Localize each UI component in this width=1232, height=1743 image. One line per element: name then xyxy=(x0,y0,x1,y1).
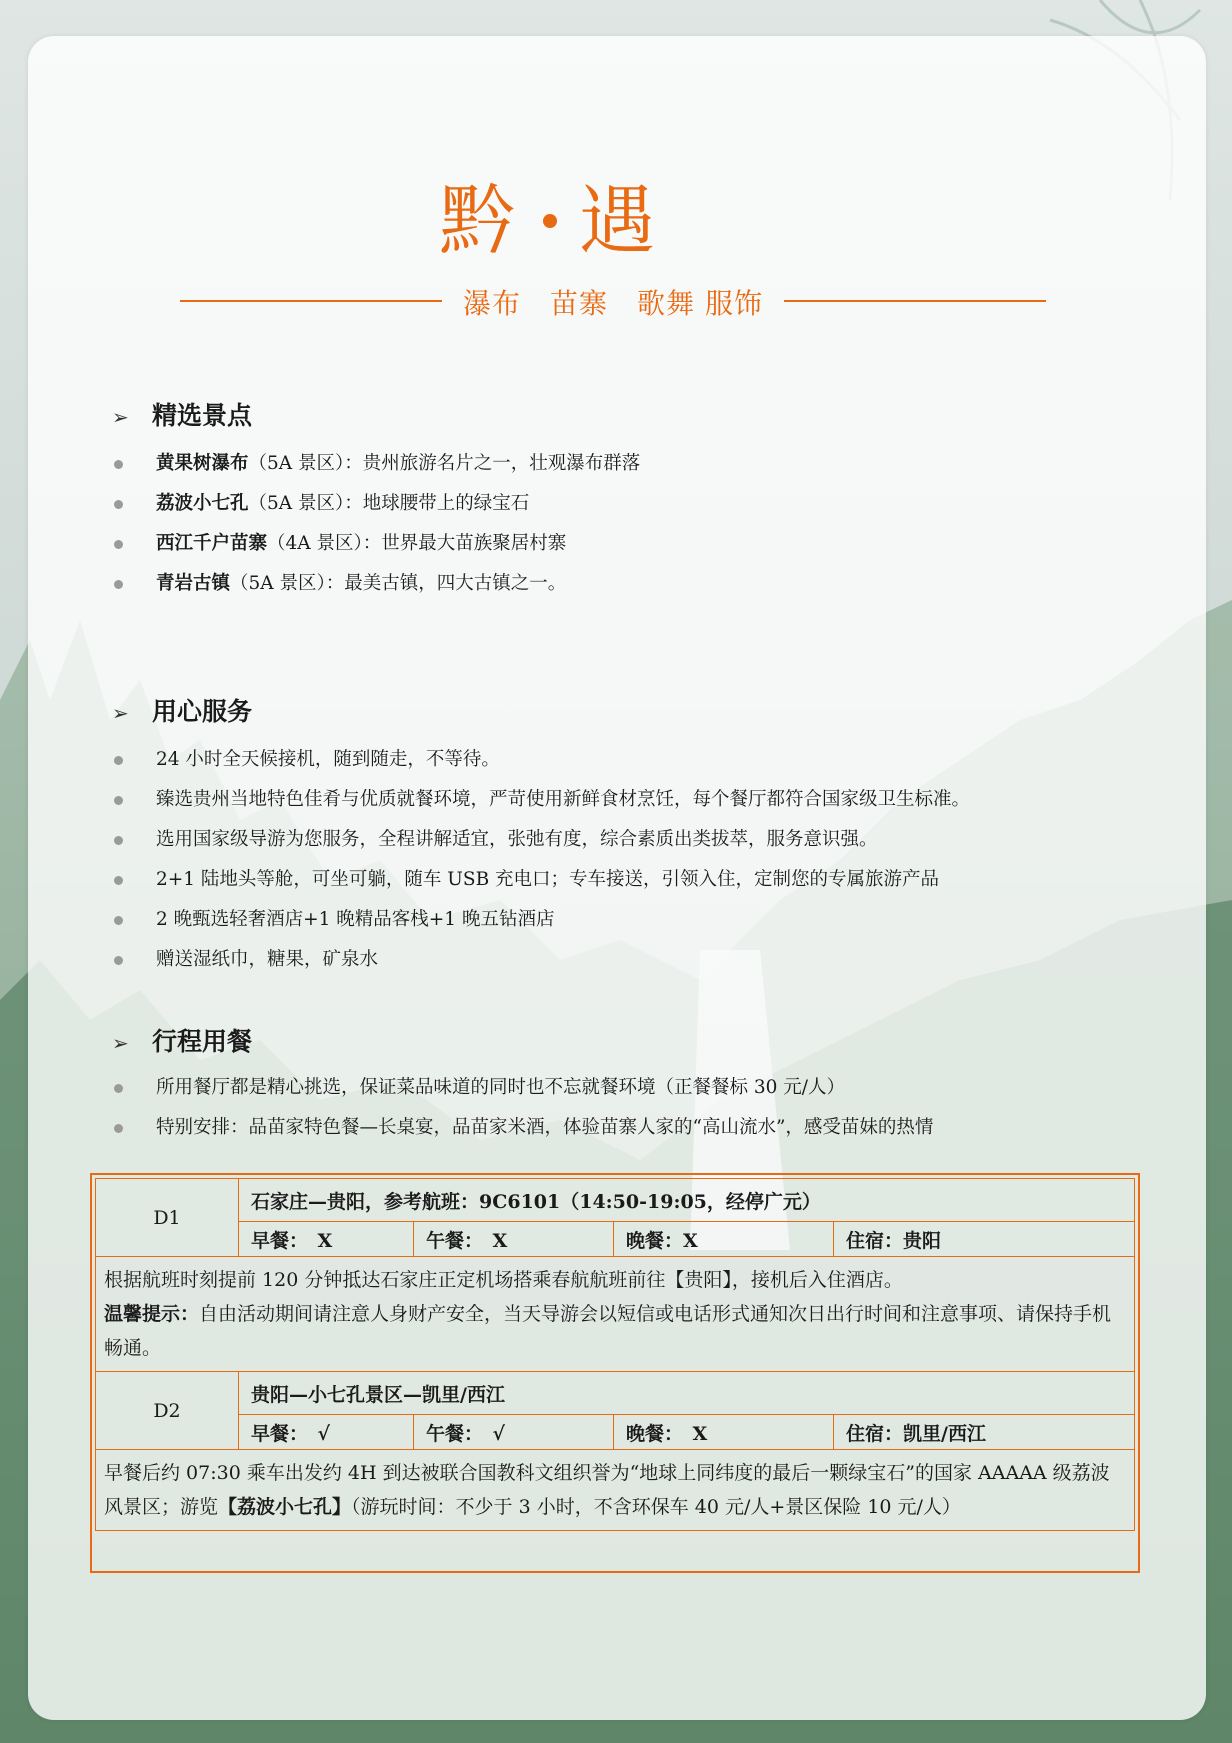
list-item: 青岩古镇（5A 景区）：最美古镇，四大古镇之一。 xyxy=(112,564,1112,604)
bullet-icon xyxy=(114,916,123,925)
list-item: 2 晚甄选轻奢酒店+1 晚精品客栈+1 晚五钻酒店 xyxy=(112,900,1112,940)
section-heading-services: ➢ 用心服务 xyxy=(112,697,253,726)
lunch-cell: 午餐： X xyxy=(414,1222,614,1257)
attractions-list xyxy=(112,444,1112,604)
breakfast-cell: 早餐： √ xyxy=(239,1415,414,1450)
bullet-icon xyxy=(114,836,123,845)
day-route: 贵阳—小七孔景区—凯里/西江 xyxy=(239,1372,1135,1415)
meals-list xyxy=(112,1068,1112,1148)
title-dot xyxy=(543,214,557,228)
table-row xyxy=(96,1222,1135,1257)
bullet-icon xyxy=(114,500,123,509)
list-item: 2+1 陆地头等舱，可坐可躺，随车 USB 充电口；专车接送，引领入住，定制您的专属旅游产品 xyxy=(112,860,1112,900)
table-row xyxy=(96,1372,1135,1415)
section-heading-meals: ➢ 行程用餐 xyxy=(112,1027,253,1056)
day-label: D2 xyxy=(96,1372,239,1450)
day-label: D1 xyxy=(96,1179,239,1257)
table-row xyxy=(96,1415,1135,1450)
lunch-cell: 午餐： √ xyxy=(414,1415,614,1450)
bullet-icon xyxy=(114,756,123,765)
bullet-icon xyxy=(114,956,123,965)
day-route: 石家庄—贵阳，参考航班：9C6101（14:50-19:05，经停广元） xyxy=(239,1179,1135,1222)
section-heading-attractions: ➢ 精选景点 xyxy=(112,401,253,430)
breakfast-cell: 早餐： X xyxy=(239,1222,414,1257)
bullet-icon xyxy=(114,540,123,549)
subtitle-row xyxy=(180,288,1046,328)
dinner-cell: 晚餐： X xyxy=(614,1415,834,1450)
tip-label: 温馨提示： xyxy=(104,1303,200,1325)
list-item: 选用国家级导游为您服务，全程讲解适宜，张弛有度，综合素质出类拔萃，服务意识强。 xyxy=(112,820,1112,860)
list-item: 特别安排：品苗家特色餐—长桌宴，品苗家米酒，体验苗寨人家的“高山流水”，感受苗妹的热情 xyxy=(112,1108,1112,1148)
day-description: 早餐后约 07:30 乘车出发约 4H 到达被联合国教科文组织誉为“地球上同纬度的最后一颗绿宝石”的国家 AAAAA 级荔波风景区；游览【荔波小七孔】（游玩时间：不少于 3 小时，不含环保车 40 元/人+景区保险 10 元/人） xyxy=(96,1450,1135,1531)
day-description: 根据航班时刻提前 120 分钟抵达石家庄正定机场搭乘春航航班前往【贵阳】，接机后入住酒店。 温馨提示：自由活动期间请注意人身财产安全，当天导游会以短信或电话形式通知次日出行时间和注意事项、请保持手机畅通。 xyxy=(96,1257,1135,1372)
list-item: 荔波小七孔（5A 景区）：地球腰带上的绿宝石 xyxy=(112,484,1112,524)
bullet-icon xyxy=(114,876,123,885)
list-item: 臻选贵州当地特色佳肴与优质就餐环境，严苛使用新鲜食材烹饪，每个餐厅都符合国家级卫生标准。 xyxy=(112,780,1112,820)
table-row xyxy=(96,1179,1135,1222)
bullet-icon xyxy=(114,460,123,469)
bullet-icon xyxy=(114,796,123,805)
arrow-icon: ➢ xyxy=(112,405,129,429)
table-row xyxy=(96,1257,1135,1372)
arrow-icon: ➢ xyxy=(112,701,129,725)
arrow-icon: ➢ xyxy=(112,1031,129,1055)
dinner-cell: 晚餐：X xyxy=(614,1222,834,1257)
list-item: 赠送湿纸巾，糖果，矿泉水 xyxy=(112,940,1112,980)
bullet-icon xyxy=(114,580,123,589)
bullet-icon xyxy=(114,1084,123,1093)
lodging-cell: 住宿：贵阳 xyxy=(834,1222,1135,1257)
list-item: 所用餐厅都是精心挑选，保证菜品味道的同时也不忘就餐环境（正餐餐标 30 元/人） xyxy=(112,1068,1112,1108)
lodging-cell: 住宿：凯里/西江 xyxy=(834,1415,1135,1450)
subtitle-rule-left xyxy=(180,300,442,302)
services-list xyxy=(112,740,1112,980)
subtitle: 瀑布 苗寨 歌舞 服饰 xyxy=(463,287,763,320)
bullet-icon xyxy=(114,1124,123,1133)
list-item: 西江千户苗寨（4A 景区）：世界最大苗族聚居村寨 xyxy=(112,524,1112,564)
page-title xyxy=(300,160,800,269)
table-row xyxy=(96,1450,1135,1531)
title-left: 黔 xyxy=(439,176,521,265)
list-item: 24 小时全天候接机，随到随走，不等待。 xyxy=(112,740,1112,780)
subtitle-rule-right xyxy=(784,300,1046,302)
itinerary-table xyxy=(90,1173,1140,1573)
list-item: 黄果树瀑布（5A 景区）：贵州旅游名片之一，壮观瀑布群落 xyxy=(112,444,1112,484)
title-right: 遇 xyxy=(579,176,661,265)
